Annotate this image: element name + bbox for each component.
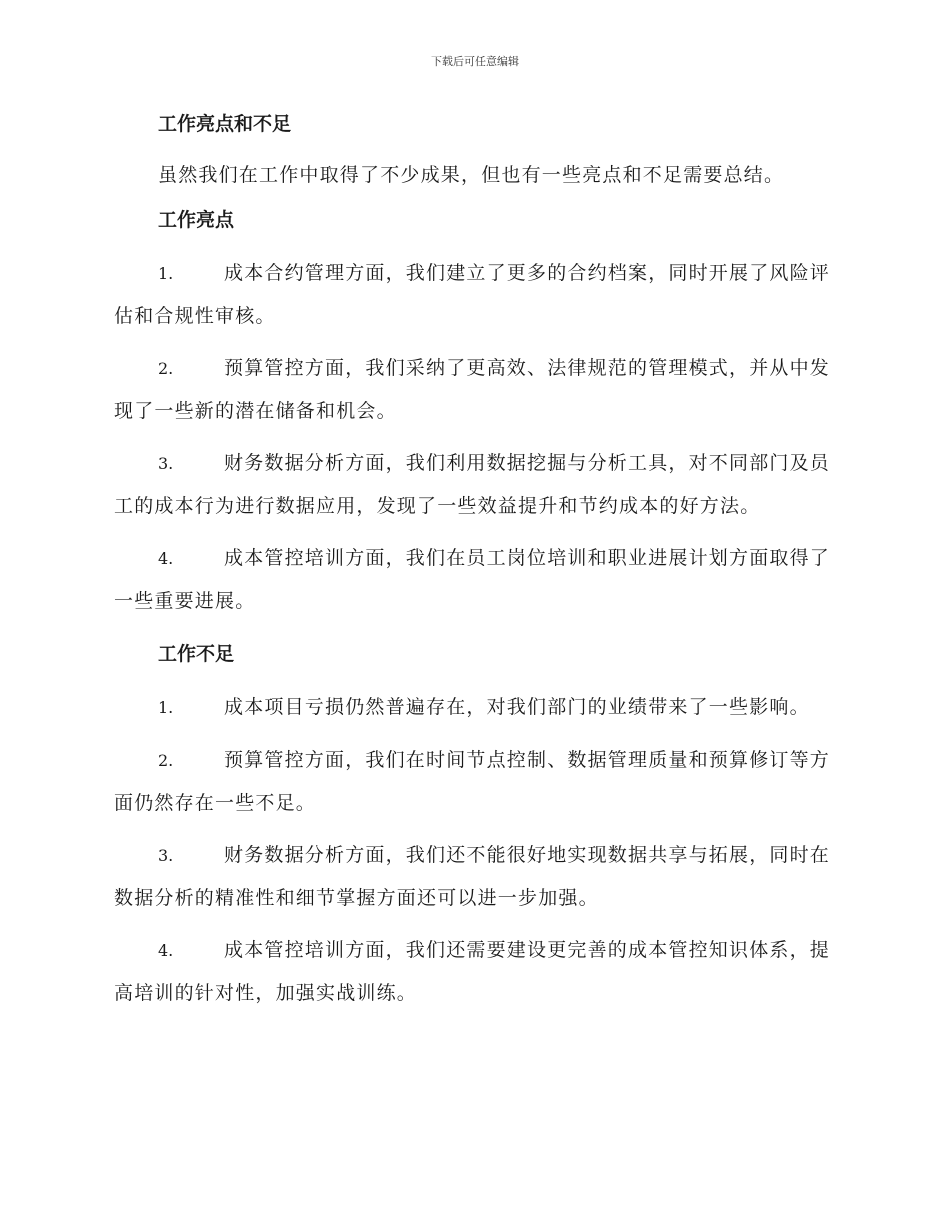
highlight-item-3 (114, 442, 834, 527)
shortcoming-item-2 (114, 739, 834, 824)
list-item-text: 预算管控方面，我们采纳了更高效、法律规范的管理模式，并从中发现了一些新的潜在储备和机会。 (114, 357, 831, 422)
shortcomings-heading: 工作不足 (158, 643, 235, 665)
list-item-text: 成本项目亏损仍然普遍存在，对我们部门的业绩带来了一些影响。 (224, 696, 810, 718)
list-number: 2. (158, 751, 174, 770)
list-number: 1. (158, 264, 174, 283)
highlights-heading: 工作亮点 (158, 209, 235, 231)
list-number: 2. (158, 359, 174, 378)
list-item-text: 预算管控方面，我们在时间节点控制、数据管理质量和预算修订等方面仍然存在一些不足。 (114, 749, 831, 814)
document-title: 工作亮点和不足 (158, 113, 292, 135)
list-number: 4. (158, 549, 174, 568)
list-number: 4. (158, 941, 174, 960)
page-header: 下载后可任意编辑 (431, 55, 519, 68)
list-item-text: 财务数据分析方面，我们利用数据挖掘与分析工具，对不同部门及员工的成本行为进行数据应用，发现了一些效益提升和节约成本的好方法。 (114, 452, 831, 517)
document-body (114, 114, 834, 1014)
list-item-text: 财务数据分析方面，我们还不能很好地实现数据共享与拓展，同时在数据分析的精准性和细节掌握方面还可以进一步加强。 (114, 844, 831, 909)
intro-paragraph: 虽然我们在工作中取得了不少成果，但也有一些亮点和不足需要总结。 (158, 164, 785, 186)
list-number: 1. (158, 698, 174, 717)
shortcoming-item-1 (114, 686, 834, 729)
highlight-item-4 (114, 537, 834, 622)
shortcoming-item-4 (114, 929, 834, 1014)
highlight-item-1 (114, 252, 834, 337)
list-number: 3. (158, 846, 174, 865)
list-number: 3. (158, 454, 174, 473)
list-item-text: 成本合约管理方面，我们建立了更多的合约档案，同时开展了风险评估和合规性审核。 (114, 262, 831, 327)
list-item-text: 成本管控培训方面，我们还需要建设更完善的成本管控知识体系，提高培训的针对性，加强实战训练。 (114, 939, 831, 1004)
highlight-item-2 (114, 347, 834, 432)
shortcoming-item-3 (114, 834, 834, 919)
list-item-text: 成本管控培训方面，我们在员工岗位培训和职业进展计划方面取得了一些重要进展。 (114, 547, 831, 612)
